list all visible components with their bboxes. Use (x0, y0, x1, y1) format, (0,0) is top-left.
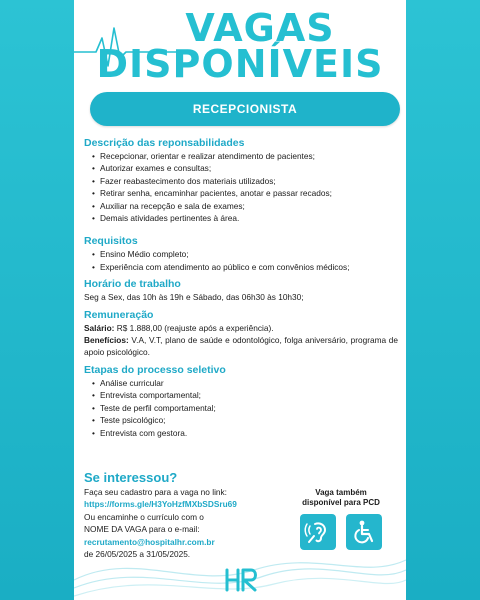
etapas-heading: Etapas do processo seletivo (84, 363, 226, 376)
interest-dates: de 26/05/2025 a 31/05/2025. (84, 549, 191, 560)
list-item: • Fazer reabastecimento dos materiais utilizados; (92, 175, 398, 187)
list-item: • Retirar senha, encaminhar pacientes, anotar e passar recados; (92, 187, 398, 199)
email-link[interactable]: recrutamento@hospitalhr.com.br (84, 536, 215, 547)
position-banner: RECEPCIONISTA (90, 92, 400, 126)
interest-line-1: Faça seu cadastro para a vaga no link: (84, 487, 227, 497)
horario-text: Seg a Sex, das 10h às 19h e Sábado, das 06h30 às 10h30; (84, 292, 304, 303)
form-link[interactable]: https://forms.gle/H3YoHzfMXbSDSru69 (84, 499, 237, 510)
descricao-list (84, 150, 398, 224)
title-line-2: DISPONÍVEIS (96, 42, 384, 86)
list-item: • Análise curricular (92, 377, 398, 389)
list-item: • Entrevista com gestora. (92, 427, 398, 439)
salario-label: Salário: (84, 322, 115, 333)
interest-heading: Se interessou? (84, 470, 178, 485)
pcd-note (286, 488, 396, 508)
descricao-heading: Descrição das reponsabilidades (84, 137, 245, 149)
background-right (406, 0, 480, 600)
interest-line-2: Ou encaminhe o currículo com o (84, 511, 204, 522)
horario-heading: Horário de trabalho (84, 278, 181, 291)
list-item: • Demais atividades pertinentes à área. (92, 212, 398, 224)
pcd-line-1: Vaga também (315, 488, 367, 497)
beneficios-label: Benefícios: (84, 335, 129, 346)
beneficios-value: V.A, V.T, plano de saúde e odontológico, folga aniversário, programa de apoio psicológico. (84, 335, 398, 358)
salario-value: R$ 1.888,00 (reajuste após a experiência). (114, 322, 274, 333)
background-left (0, 0, 74, 600)
job-poster (74, 0, 406, 600)
etapas-list (84, 377, 398, 439)
list-item: • Auxiliar na recepção e sala de exames; (92, 200, 398, 212)
job-details (84, 136, 398, 439)
salario-line (84, 322, 398, 334)
beneficios-line (84, 334, 398, 359)
remuneracao-heading: Remuneração (84, 308, 154, 321)
requisitos-heading: Requisitos (84, 235, 138, 248)
list-item: • Recepcionar, orientar e realizar atendimento de pacientes; (92, 150, 398, 162)
list-item: • Teste de perfil comportamental; (92, 402, 398, 414)
list-item: • Experiência com atendimento ao público e com convênios médicos; (92, 261, 398, 273)
list-item: • Ensino Médio completo; (92, 248, 398, 260)
list-item: • Teste psicológico; (92, 414, 398, 426)
list-item: • Entrevista comportamental; (92, 389, 398, 401)
hr-logo (224, 568, 260, 592)
requisitos-list (84, 248, 398, 273)
list-item: • Autorizar exames e consultas; (92, 162, 398, 174)
title-line-1: VAGAS (185, 6, 335, 50)
pcd-line-2: disponível para PCD (302, 498, 380, 507)
interest-line-3: NOME DA VAGA para o e-mail: (84, 524, 200, 535)
